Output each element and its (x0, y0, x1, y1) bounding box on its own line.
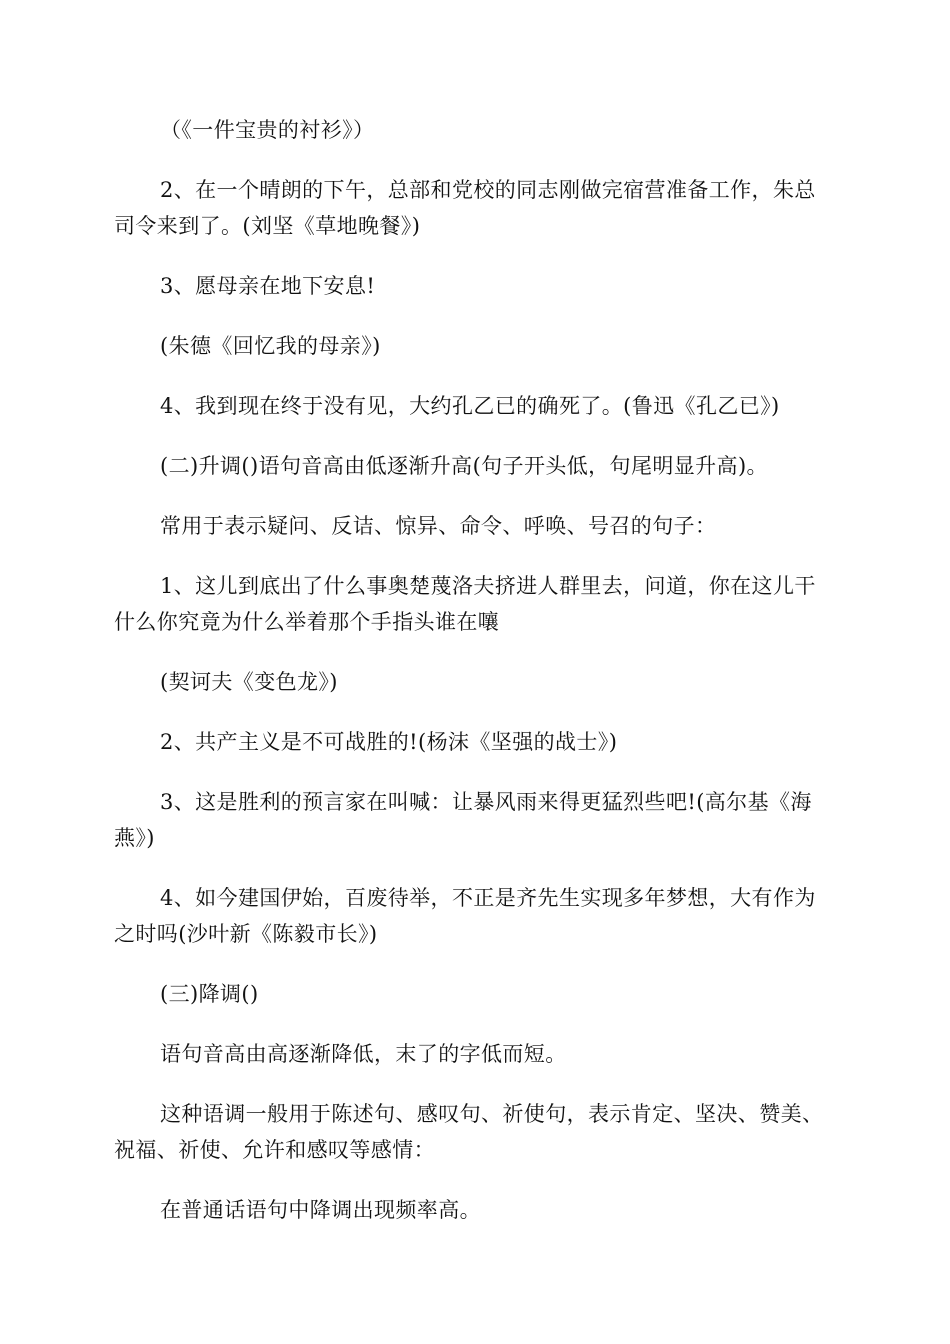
paragraph-example-4-kongyiji: 4、我到现在终于没有见，大约孔乙已的确死了。(鲁迅《孔乙已》) (160, 394, 780, 418)
paragraph-rising-tone-usage: 常用于表示疑问、反诘、惊异、命令、呼唤、号召的句子： (160, 514, 717, 538)
paragraph-rising-tone-heading: (二)升调()语句音高由低逐渐升高(句子开头低，句尾明显升高)。 (160, 454, 768, 478)
paragraph-falling-tone-heading: (三)降调() (160, 982, 259, 1006)
paragraph-example-2-dinner: 2、在一个晴朗的下午，总部和党校的同志刚做完宿营准备工作，朱总司令来到了。(刘坚《草地晚餐》) (114, 178, 816, 238)
paragraph-falling-tone-definition: 语句音高由高逐渐降低，末了的字低而短。 (160, 1042, 567, 1066)
paragraph-mother-citation: (朱德《回忆我的母亲》) (160, 334, 381, 358)
paragraph-falling-tone-usage: 这种语调一般用于陈述句、感叹句、祈使句，表示肯定、坚决、赞美、祝福、祈使、允许和感叹等感情： (114, 1102, 824, 1162)
paragraph-chameleon-citation: (契诃夫《变色龙》) (160, 670, 338, 694)
paragraph-shirt-citation: （《一件宝贵的衬衫》） (160, 118, 375, 142)
paragraph-rising-example-4: 4、如今建国伊始，百废待举，不正是齐先生实现多年梦想，大有作为之时吗(沙叶新《陈毅市长》) (114, 886, 816, 946)
document-body (114, 112, 826, 1252)
paragraph-example-3-mother: 3、愿母亲在地下安息! (160, 274, 376, 298)
paragraph-falling-tone-frequency: 在普通话语句中降调出现频率高。 (160, 1198, 481, 1222)
paragraph-rising-example-1: 1、这儿到底出了什么事奥楚蔑洛夫挤进人群里去，问道，你在这儿干什么你究竟为什么举着那个手指头谁在嚷 (114, 574, 816, 634)
paragraph-rising-example-3: 3、这是胜利的预言家在叫喊：让暴风雨来得更猛烈些吧!(高尔基《海燕》) (114, 790, 812, 850)
paragraph-rising-example-2: 2、共产主义是不可战胜的!(杨沫《坚强的战士》) (160, 730, 618, 754)
